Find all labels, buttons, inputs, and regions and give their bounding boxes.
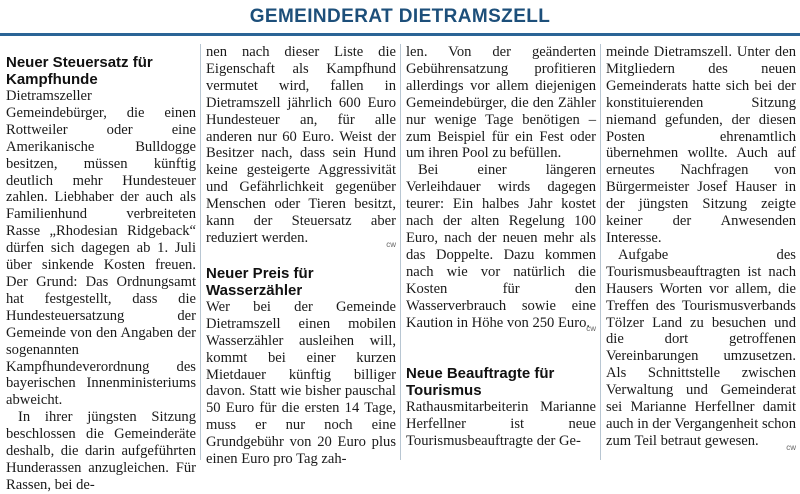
article-paragraph: Bei einer längeren Verleihdauer wirds dagegen teurer: Ein halbes Jahr kostet nach der alten Regelung 100 Euro, nach der neuen mehr als das Doppelte. Dazu kommen nach wie vor natürlich die Kosten für den Wasserverbrauch sowie eine Kaution in Höhe von 250 Euro. <box>406 162 596 331</box>
article-paragraph: In ihrer jüngsten Sitzung beschlossen die Gemeinderäte deshalb, die darin aufgeführten Hunderassen anzugleichen. Für Rassen, bei de- <box>6 409 196 493</box>
column-divider <box>600 44 601 460</box>
article-paragraph: Wer bei der Gemeinde Dietramszell einen mobilen Wasserzähler ausleihen will, kommt bei einer kurzen Mietdauer künftig billiger davon. Statt wie bisher pauschal 50 Euro für die ersten 14 Tage, muss er nur noch eine Grundgebühr von 20 Euro plus einen Euro pro Tag zah- <box>206 298 396 468</box>
column-divider <box>200 44 201 460</box>
author-byline: cw <box>786 442 796 452</box>
article-headline-wasserzaehler: Neuer Preis für Wasserzähler <box>206 264 314 299</box>
column-divider <box>400 44 401 460</box>
section-title: GEMEINDERAT DIETRAMSZELL <box>249 6 551 27</box>
author-byline: cw <box>586 324 596 334</box>
article-paragraph: nen nach dieser Liste die Eigenschaft als Kampfhund vermutet wird, fallen in Dietramszell jährlich 600 Euro Hundesteuer an, für alle anderen nur 60 Euro. Weist der Besitzer nach, dass sein Hund keine gesteigerte Aggressivität und Gefährlichkeit gegenüber Menschen oder Tieren besitzt, kann der Steuersatz aber reduziert werden. <box>206 44 396 246</box>
article-paragraph: Aufgabe des Tourismusbeauftragten ist nach Hausers Worten vor allem, die Treffen des Tourismusverbands Tölzer Land zu besuchen und die dort getroffenen Vereinbarungen umzusetzen. Als Schnittstelle zwischen Verwaltung und Gemeinderat sei Marianne Herfellner damit auch in der Vergangenheit schon zum Teil betraut gewesen. <box>606 246 796 449</box>
column-3 <box>406 44 596 450</box>
column-2 <box>206 44 396 468</box>
column-1 <box>6 44 196 494</box>
author-byline: cw <box>386 239 396 249</box>
article-headline-kampfhunde: Neuer Steuersatz für Kampfhunde <box>6 54 153 88</box>
article-paragraph: Rathausmitarbeiterin Marianne Herfellner ist neue Tourismusbeauftragte der Ge- <box>406 399 596 450</box>
header-rule <box>0 33 800 36</box>
article-paragraph: Dietramszeller Gemeindebürger, die einen Rottweiler oder eine Amerikanische Bulldogge besitzen, müssen künftig deutlich mehr Hundesteuer zahlen. Liebhaber der auch als Familienhund verbreiteten Rasse „Rhodesian Ridgeback“ dürfen sich dagegen ab 1. Juli über sinkende Kosten freuen. Der Grund: Das Ordnungsamt hat festgestellt, dass die Hundesteuersatzung der Gemeinde von den Angaben der sogenannten Kampfhundeverordnung des bayerischen Innenministeriums abweicht. <box>6 88 196 409</box>
page-header <box>0 0 800 36</box>
article-headline-tourismus: Neue Beauftragte für Tourismus <box>406 365 555 400</box>
article-paragraph: len. Von der geänderten Gebührensatzung profitieren allerdings vor allem diejenigen Gemeindebürger, die den Zähler nur wenige Tage benötigen – zum Beispiel für ein Fest oder um ihren Pool zu befüllen. <box>406 44 596 162</box>
article-paragraph: meinde Dietramszell. Unter den Mitgliedern des neuen Gemeinderats hatte sich bei der konstituierenden Sitzung niemand gefunden, der diesen Posten ehrenamtlich übernehmen wollte. Auch auf erneutes Nachfragen von Bürgermeister Josef Hauser in der jüngsten Sitzung zeigte keiner der Anwesenden Interesse. <box>606 44 796 246</box>
column-4 <box>606 44 796 450</box>
